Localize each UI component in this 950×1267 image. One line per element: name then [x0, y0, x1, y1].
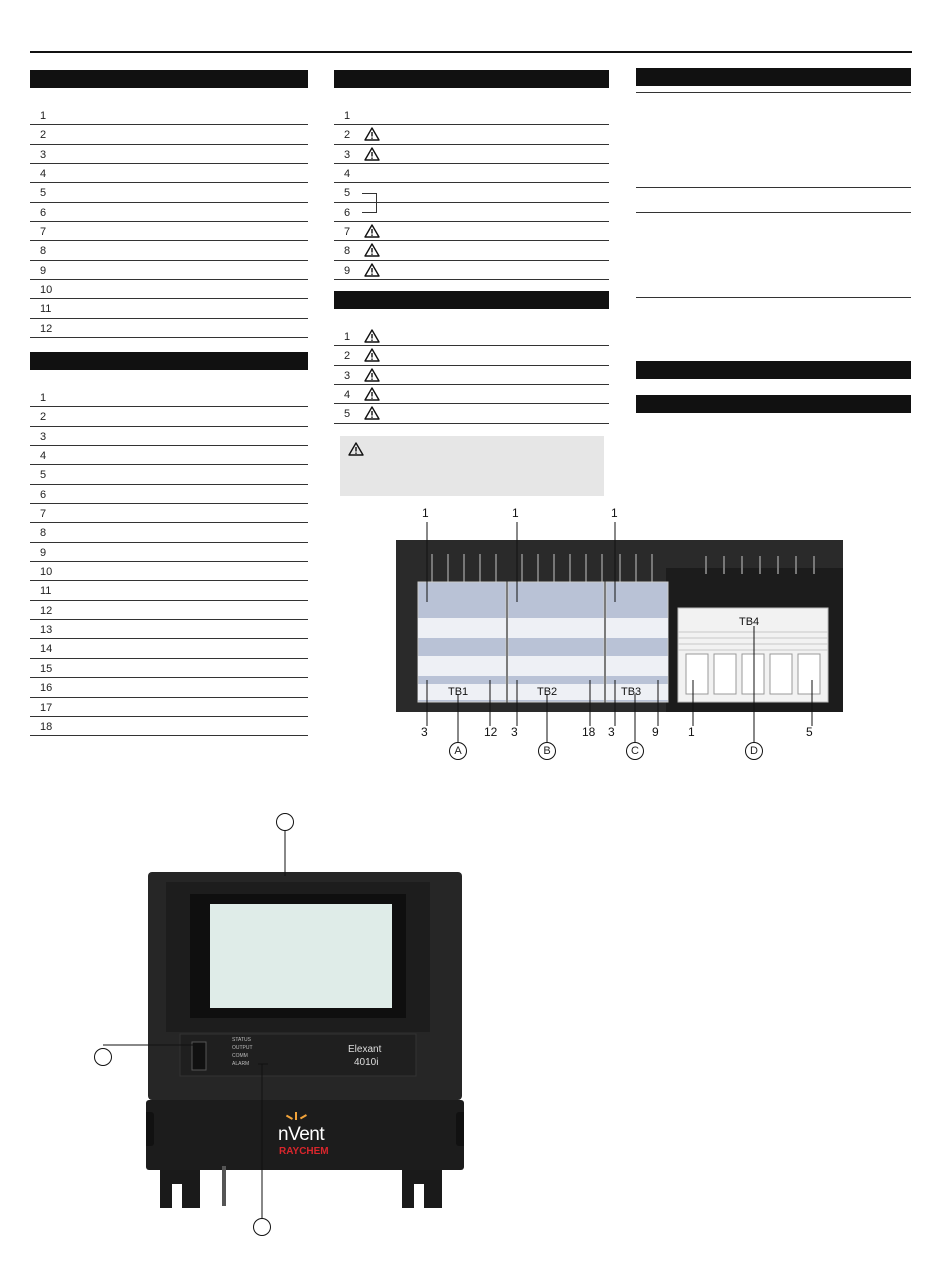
row-number: 7 [40, 226, 47, 239]
table-row [30, 241, 308, 260]
table-header [30, 352, 308, 370]
col3-rule [636, 297, 911, 298]
table-row [30, 427, 308, 446]
row-number: 13 [40, 624, 53, 637]
col3-rule [636, 187, 911, 188]
table-row [30, 319, 308, 338]
table-row [334, 241, 609, 260]
table-row [334, 327, 609, 346]
table-row [334, 346, 609, 365]
row-number: 2 [344, 350, 351, 363]
table-row [30, 698, 308, 717]
col3-header-2 [636, 361, 911, 379]
table-row [30, 504, 308, 523]
warning-icon [364, 147, 380, 161]
bottom-label: 1 [688, 725, 695, 739]
table-row [334, 125, 609, 144]
table-row [334, 222, 609, 241]
row-number: 3 [40, 430, 47, 443]
led-output-label: OUTPUT [232, 1045, 253, 1051]
row-number: 17 [40, 701, 53, 714]
warning-note-box [340, 436, 604, 496]
bottom-label: 3 [421, 725, 428, 739]
bottom-label: 3 [511, 725, 518, 739]
table-row [30, 601, 308, 620]
table-row [334, 404, 609, 423]
table-header [30, 70, 308, 88]
row-number: 9 [344, 264, 351, 277]
col3-rule [636, 212, 911, 213]
table-header [334, 291, 609, 309]
row-number: 3 [40, 148, 47, 161]
table-row [30, 203, 308, 222]
bottom-label: 9 [652, 725, 659, 739]
led-comm-label: COMM [232, 1053, 248, 1059]
table-row [30, 106, 308, 125]
bottom-label: 18 [582, 725, 596, 739]
table-row [30, 125, 308, 144]
row-number: 2 [40, 129, 47, 142]
table-row [30, 261, 308, 280]
table-row [334, 261, 609, 280]
row-number: 14 [40, 643, 53, 656]
row-number: 6 [344, 206, 351, 219]
row-number: 12 [40, 604, 53, 617]
row-number: 10 [40, 284, 53, 297]
bottom-label: 12 [484, 725, 498, 739]
table-header [334, 70, 609, 88]
row-number: 9 [40, 546, 47, 559]
block-label-tb1: TB1 [448, 686, 469, 698]
row-number: 11 [40, 585, 52, 598]
row-number: 4 [344, 389, 351, 402]
col3-header-1 [636, 68, 911, 86]
warning-icon [364, 387, 380, 401]
row-number: 2 [344, 129, 351, 142]
warning-icon [364, 127, 380, 141]
warning-icon [364, 368, 380, 382]
row-number: 4 [40, 168, 47, 181]
table-row [30, 183, 308, 202]
table-row [30, 523, 308, 542]
row-number: 18 [40, 720, 53, 733]
row-number: 8 [40, 527, 47, 540]
row-number: 9 [40, 264, 47, 277]
warning-icon [364, 329, 380, 343]
row-number: 15 [40, 662, 53, 675]
row-number: 16 [40, 682, 53, 695]
row-number: 3 [344, 148, 351, 161]
table-row [30, 164, 308, 183]
warning-icon [364, 348, 380, 362]
row-number: 6 [40, 206, 47, 219]
row-number: 1 [40, 110, 47, 122]
block-label-tb4: TB4 [739, 616, 760, 628]
row-number: 2 [40, 411, 47, 424]
table-mid-b [334, 291, 609, 424]
row-number: 7 [40, 508, 47, 521]
warning-icon [364, 224, 380, 238]
top-label: 1 [512, 506, 519, 520]
warning-icon [348, 442, 364, 456]
table-row [30, 543, 308, 562]
row-number: 1 [344, 331, 351, 343]
brand-logo: nVent [278, 1124, 325, 1145]
table-row [30, 562, 308, 581]
top-label: 1 [422, 506, 429, 520]
row-number: 4 [40, 450, 47, 463]
table-tb1 [30, 70, 308, 338]
row-number: 12 [40, 322, 53, 335]
block-label-tb2: TB2 [537, 686, 558, 698]
top-label: 1 [611, 506, 618, 520]
row-number: 10 [40, 566, 53, 579]
table-row [30, 407, 308, 426]
callout-b: B [538, 742, 556, 760]
table-row [30, 620, 308, 639]
table-row [30, 145, 308, 164]
table-row [30, 485, 308, 504]
row-number: 5 [344, 187, 351, 200]
col3-header-3 [636, 395, 911, 413]
warning-icon [364, 406, 380, 420]
col3-rule [636, 92, 911, 93]
table-row [334, 385, 609, 404]
table-row [30, 581, 308, 600]
top-rule [30, 51, 912, 53]
bracket-5-6 [362, 193, 377, 213]
table-row [30, 280, 308, 299]
sub-brand-logo: RAYCHEM [279, 1146, 329, 1157]
table-mid-a [334, 70, 609, 280]
row-number: 11 [40, 303, 52, 316]
row-number: 3 [344, 369, 351, 382]
model-line-1: Elexant [348, 1044, 382, 1055]
table-row [30, 388, 308, 407]
table-row [334, 145, 609, 164]
callout-a: A [449, 742, 467, 760]
model-line-2: 4010i [354, 1057, 379, 1068]
led-status-label: STATUS [232, 1037, 251, 1043]
table-row [30, 639, 308, 658]
row-number: 5 [40, 469, 47, 482]
table-row [30, 717, 308, 736]
row-number: 8 [344, 245, 351, 258]
leader-lines [396, 506, 843, 768]
bottom-label: 3 [608, 725, 615, 739]
bottom-label: 5 [806, 725, 813, 739]
row-number: 1 [40, 392, 47, 404]
table-row [30, 446, 308, 465]
row-number: 6 [40, 488, 47, 501]
row-number: 5 [40, 187, 47, 200]
callout-d: D [745, 742, 763, 760]
row-number: 4 [344, 168, 351, 181]
row-number: 8 [40, 245, 47, 258]
led-alarm-label: ALARM [232, 1061, 250, 1067]
table-row [30, 659, 308, 678]
table-row [334, 106, 609, 125]
table-row [30, 465, 308, 484]
device-leader-lines [86, 812, 306, 1238]
row-number: 5 [344, 408, 351, 421]
warning-icon [364, 263, 380, 277]
table-row [30, 222, 308, 241]
table-row [30, 299, 308, 318]
table-row [334, 164, 609, 183]
row-number: 1 [344, 110, 351, 122]
block-label-tb3: TB3 [621, 686, 642, 698]
warning-icon [364, 243, 380, 257]
table-row [30, 678, 308, 697]
table-row [334, 366, 609, 385]
table-tb2 [30, 352, 308, 736]
row-number: 7 [344, 226, 351, 239]
callout-c: C [626, 742, 644, 760]
